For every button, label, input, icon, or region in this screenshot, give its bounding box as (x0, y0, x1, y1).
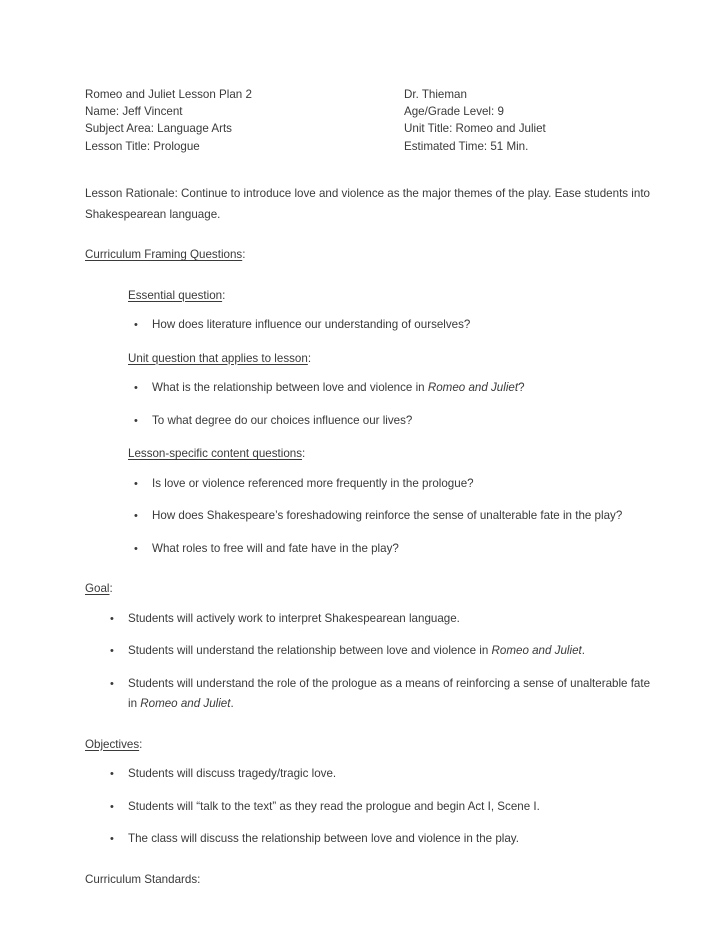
header-subject-area: Subject Area: Language Arts (85, 122, 232, 136)
header-teacher-name: Name: Jeff Vincent (85, 105, 183, 119)
lesson-specific-questions-heading: Lesson-specific content questions: (128, 447, 306, 460)
header-instructor: Dr. Thieman (404, 88, 467, 101)
goal-list (85, 609, 655, 715)
lesson-header (85, 86, 655, 158)
list-item: • Students will actively work to interpret Shakespearean language. (128, 609, 655, 630)
list-item: • How does literature influence our understanding of ourselves? (152, 315, 655, 336)
header-grade-level: Age/Grade Level: 9 (404, 105, 504, 119)
list-item: • Students will discuss tragedy/tragic love. (128, 764, 655, 785)
list-item: • To what degree do our choices influence our lives? (152, 411, 655, 432)
lesson-rationale-paragraph (85, 184, 655, 225)
essential-question-heading: Essential question: (128, 288, 226, 302)
header-lesson-title: Lesson Title: Prologue (85, 139, 200, 153)
list-item: • Students will “talk to the text” as they read the prologue and begin Act I, Scene I. (128, 797, 655, 818)
list-item: • The class will discuss the relationship between love and violence in the play. (128, 829, 655, 850)
play-title: Romeo and Juliet (427, 381, 519, 394)
list-item: • Students will understand the relationship between love and violence in Romeo and Juliet. (128, 641, 655, 662)
header-right-column (404, 86, 546, 155)
list-item: • What roles to free will and fate have in the play? (152, 539, 655, 560)
curriculum-standards-heading: Curriculum Standards: (85, 872, 201, 886)
list-item: • Students will understand the role of the prologue as a means of reinforcing a sense of unalterable fate in Romeo and Juliet. (128, 674, 655, 715)
header-unit-title: Unit Title: Romeo and Juliet (404, 122, 546, 136)
play-title: Romeo and Juliet (140, 697, 231, 710)
document-content (85, 86, 655, 890)
header-left-column (85, 86, 252, 155)
lesson-rationale-body: : Continue to introduce love and violence as the major themes of the play. Ease students into Shakespearean language. (85, 187, 651, 221)
unit-question-heading: Unit question that applies to lesson: (128, 351, 312, 365)
objectives-list (85, 764, 655, 850)
list-item: • How does Shakespeare’s foreshadowing reinforce the sense of unalterable fate in the play? (152, 506, 655, 527)
play-title: Romeo and Juliet (491, 644, 582, 657)
unit-question-list (85, 378, 655, 431)
objectives-heading: Objectives: (85, 737, 143, 751)
lesson-specific-questions-list (85, 474, 655, 560)
list-item: • What is the relationship between love and violence in Romeo and Juliet? (152, 378, 655, 399)
header-lesson-plan-title: Romeo and Juliet Lesson Plan 2 (85, 88, 252, 101)
lesson-rationale-heading: Lesson Rationale (85, 187, 175, 200)
essential-question-list (85, 315, 655, 336)
list-item: • Is love or violence referenced more frequently in the prologue? (152, 474, 655, 495)
curriculum-framing-questions-heading: Curriculum Framing Questions: (85, 248, 246, 261)
goal-heading: Goal: (85, 582, 113, 595)
header-estimated-time: Estimated Time: 51 Min. (404, 139, 529, 153)
